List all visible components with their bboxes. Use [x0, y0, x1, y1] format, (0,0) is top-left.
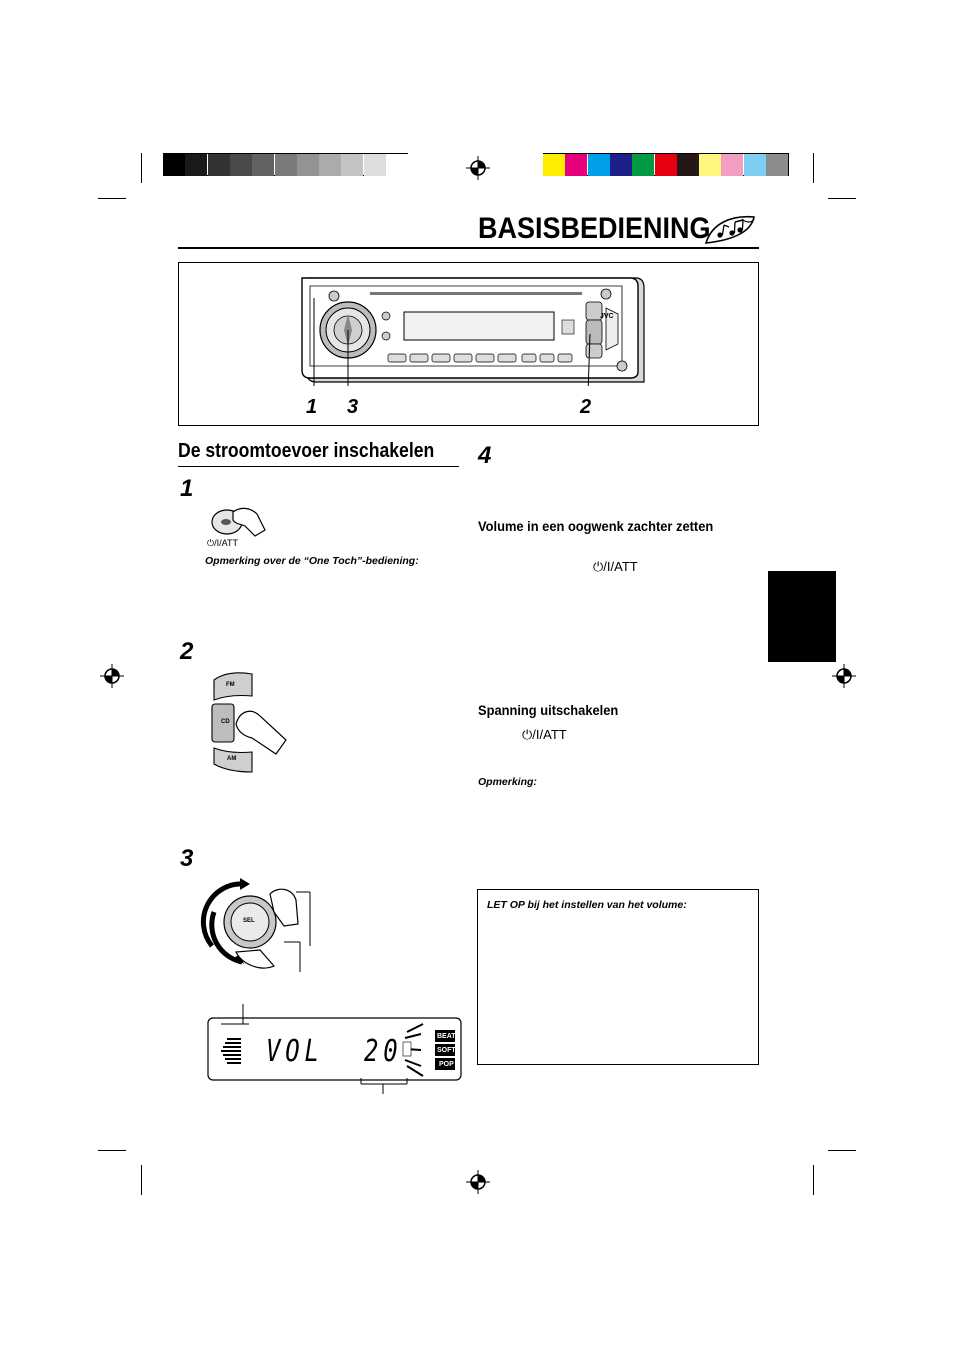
crop-mark: [813, 153, 814, 183]
callout-2: 2: [580, 396, 592, 418]
note-label: Opmerking:: [478, 776, 537, 788]
power-off-button-label: ⏻/I/ATT: [522, 727, 567, 742]
music-notes-icon: [702, 213, 758, 247]
crop-mark: [813, 1165, 814, 1195]
crop-mark: [141, 1165, 142, 1195]
grayscale-swatch: [364, 154, 386, 176]
color-swatch: [766, 154, 788, 176]
step-3-number: 3: [180, 845, 194, 872]
grayscale-swatch: [297, 154, 319, 176]
car-stereo-illustration: [300, 274, 650, 386]
note-one-touch: Opmerking over de “One Toch”-bediening:: [205, 555, 419, 567]
color-swatch: [677, 154, 699, 176]
lcd-mode-pop: POP: [439, 1061, 454, 1068]
color-swatch: [721, 154, 743, 176]
source-button-cd: CD: [221, 719, 230, 725]
crop-mark: [141, 153, 142, 183]
caution-title: LET OP bij het instellen van het volume:: [487, 899, 687, 911]
source-button-am: AM: [227, 756, 237, 762]
callout-1: 1: [306, 396, 318, 418]
color-swatch: [588, 154, 610, 176]
registration-target-icon: [832, 664, 856, 688]
registration-target-icon: [466, 156, 490, 180]
step-4-number: 4: [478, 442, 492, 469]
crop-mark: [98, 1150, 126, 1151]
color-swatch: [632, 154, 654, 176]
color-swatch: [543, 154, 565, 176]
grayscale-swatch: [341, 154, 363, 176]
crop-mark: [828, 1150, 856, 1151]
grayscale-swatch: [208, 154, 230, 176]
subhead-power-off: Spanning uitschakelen: [478, 702, 619, 718]
lcd-display-text: VOL: [266, 1034, 324, 1069]
color-swatch: [655, 154, 677, 176]
color-swatch: [744, 154, 766, 176]
power-button-label: ⏻/I/ATT: [207, 538, 238, 548]
grayscale-swatch: [386, 154, 408, 176]
section-rule: [178, 466, 459, 467]
step-1-number: 1: [180, 475, 194, 502]
title-rule: [178, 247, 759, 249]
language-side-tab: [768, 571, 836, 662]
lcd-mode-beat: BEAT: [437, 1033, 456, 1040]
grayscale-swatch: [275, 154, 297, 176]
grayscale-swatch: [252, 154, 274, 176]
caution-box: [477, 889, 759, 1065]
volume-dial-illustration: [200, 876, 312, 976]
svg-text:JVC: JVC: [600, 313, 614, 320]
subhead-volume-quick-down: Volume in een oogwenk zachter zetten: [478, 518, 714, 534]
color-swatch: [699, 154, 721, 176]
lcd-display-frame: [207, 1004, 463, 1094]
color-swatch: [610, 154, 632, 176]
grayscale-swatch: [319, 154, 341, 176]
step-2-number: 2: [180, 638, 194, 665]
page-title: BASISBEDIENING: [478, 212, 711, 245]
lcd-display-value: 20: [364, 1034, 403, 1069]
color-swatch: [565, 154, 587, 176]
section-title: De stroomtoevoer inschakelen: [178, 440, 435, 462]
lcd-mode-soft: SOFT: [437, 1047, 456, 1054]
grayscale-swatch: [230, 154, 252, 176]
grayscale-swatch: [163, 154, 185, 176]
grayscale-swatch: [185, 154, 207, 176]
source-button-fm: FM: [226, 682, 235, 688]
registration-target-icon: [466, 1170, 490, 1194]
volume-button-label: ⏻/I/ATT: [593, 559, 638, 574]
dial-sel-label: SEL: [243, 918, 255, 924]
crop-mark: [98, 198, 126, 199]
callout-3: 3: [347, 396, 359, 418]
registration-target-icon: [100, 664, 124, 688]
crop-mark: [828, 198, 856, 199]
